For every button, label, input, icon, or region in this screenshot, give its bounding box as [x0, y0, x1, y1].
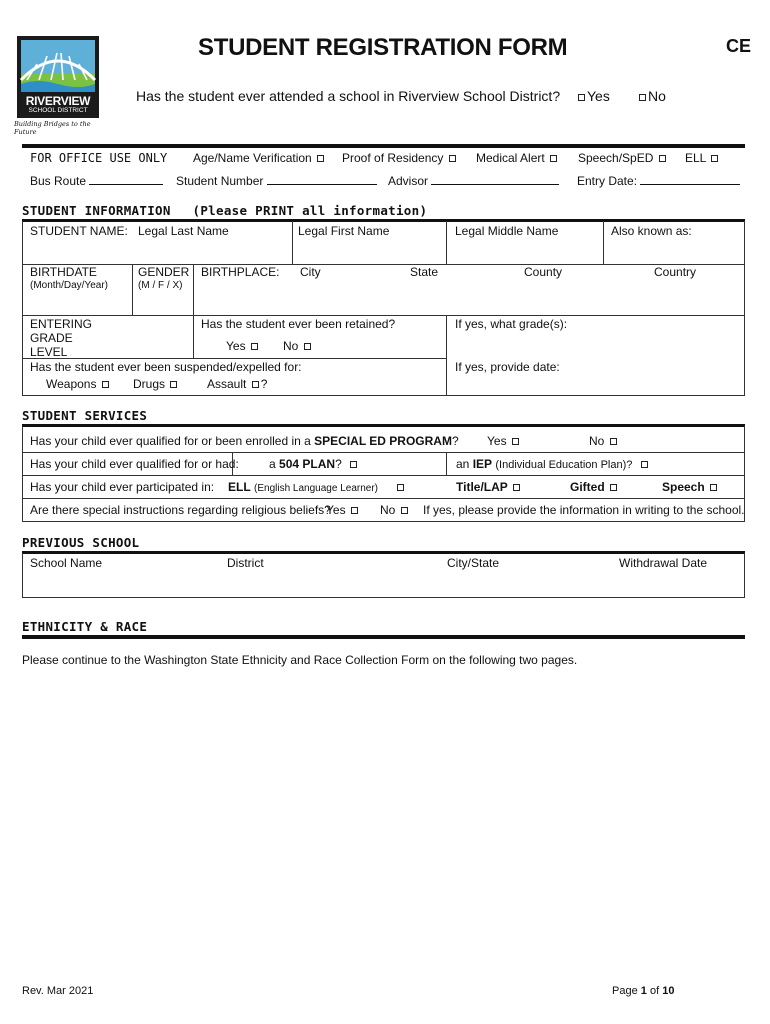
religious-question: Are there special instructions regarding religious beliefs? [30, 503, 331, 517]
entering-grade-field[interactable] [30, 317, 92, 359]
logo-name: RIVERVIEW [25, 94, 91, 108]
checkbox-icon[interactable] [610, 438, 617, 445]
age-name-verification[interactable] [193, 151, 326, 165]
yes-label: Yes [326, 503, 346, 517]
checkbox-icon[interactable] [251, 343, 258, 350]
ell-office[interactable] [685, 151, 720, 165]
qualified-question: Has your child ever qualified for or had: [30, 457, 239, 471]
religious-no-option[interactable] [380, 503, 410, 517]
iep-label: IEP [472, 457, 493, 471]
student-services-heading: STUDENT SERVICES [22, 408, 148, 423]
office-use-label: FOR OFFICE USE ONLY [30, 151, 168, 165]
advisor-field[interactable] [388, 173, 559, 188]
sped-yes-option[interactable] [487, 434, 521, 448]
also-known-as-field[interactable]: Also known as: [611, 224, 692, 238]
legal-last-name-field[interactable]: Legal Last Name [138, 224, 229, 238]
entry-date-label: Entry Date: [577, 174, 638, 188]
speech-option[interactable] [662, 480, 719, 494]
sped-question [30, 434, 459, 448]
student-name-label: STUDENT NAME: [30, 224, 128, 238]
logo-subtitle: SCHOOL DISTRICT [28, 107, 88, 114]
checkbox-icon[interactable] [512, 438, 519, 445]
birthplace-label: BIRTHPLACE: [201, 265, 280, 279]
retained-question: Has the student ever been retained? [201, 317, 396, 331]
sped-question-text: Has your child ever qualified for or been enrolled in a [30, 434, 311, 448]
no-label: No [283, 339, 299, 353]
ethnicity-heading: ETHNICITY & RACE [22, 619, 148, 634]
sped-no-option[interactable] [589, 434, 619, 448]
no-label: No [589, 434, 605, 448]
birth-country-field[interactable]: Country [654, 265, 697, 279]
yes-label: Yes [587, 88, 610, 104]
medical-alert[interactable] [476, 151, 559, 165]
page-label: Page [612, 985, 638, 997]
participated-question: Has your child ever participated in: [30, 480, 215, 494]
title-lap-label: Title/LAP [456, 480, 508, 494]
corner-code: CE [726, 36, 752, 56]
ethnicity-note: Please continue to the Washington State Ethnicity and Race Collection Form on the following two pages. [22, 653, 578, 667]
ell-description: (English Language Learner) [254, 483, 378, 494]
weapons-option[interactable] [46, 377, 111, 391]
checkbox-icon[interactable] [610, 484, 617, 491]
form-title: STUDENT REGISTRATION FORM [198, 34, 568, 61]
suspended-question: Has the student ever been suspended/expelled for: [30, 360, 302, 374]
question-mark: ? [335, 457, 342, 471]
question-mark: ? [451, 434, 459, 448]
birthdate-label: BIRTHDATE [30, 265, 97, 279]
gender-label: GENDER [138, 265, 190, 279]
age-name-label: Age/Name Verification [193, 151, 312, 165]
yes-label: Yes [226, 339, 246, 353]
speech-sped[interactable] [578, 151, 668, 165]
bus-route-field[interactable] [30, 173, 163, 188]
student-info-heading [22, 203, 427, 218]
medical-label: Medical Alert [476, 151, 545, 165]
religious-note: If yes, please provide the information in writing to the school. [423, 503, 745, 517]
checkbox-icon[interactable] [659, 155, 666, 162]
district-logo [17, 36, 99, 118]
retained-no-option[interactable] [283, 339, 313, 353]
revision-date: Rev. Mar 2021 [22, 985, 94, 997]
page-total: 10 [662, 985, 675, 997]
birth-state-field[interactable]: State [410, 265, 439, 279]
checkbox-icon[interactable] [252, 381, 259, 388]
withdrawal-date-field[interactable]: Withdrawal Date [619, 556, 708, 570]
checkbox-icon[interactable] [317, 155, 324, 162]
gifted-label: Gifted [570, 480, 605, 494]
gender-field[interactable] [138, 265, 189, 291]
grade-label: GRADE [30, 331, 73, 345]
legal-first-name-field[interactable]: Legal First Name [298, 224, 390, 238]
checkbox-icon[interactable] [449, 155, 456, 162]
birthdate-field[interactable] [30, 265, 108, 291]
speech-label: Speech/SpED [578, 151, 654, 165]
checkbox-icon[interactable] [102, 381, 109, 388]
ethnicity-rule [22, 635, 745, 639]
plan-504-label: 504 PLAN [279, 457, 336, 471]
birth-city-field[interactable]: City [300, 265, 321, 279]
bus-route-label: Bus Route [30, 174, 87, 188]
gifted-option[interactable] [570, 480, 619, 494]
retained-grade-field[interactable]: If yes, what grade(s): [455, 317, 568, 331]
iep-description: (Individual Education Plan)? [495, 459, 633, 471]
iep-prefix: an [456, 457, 470, 471]
previous-school-name-field[interactable]: School Name [30, 556, 103, 570]
residency-label: Proof of Residency [342, 151, 444, 165]
advisor-label: Advisor [388, 174, 429, 188]
yes-label: Yes [487, 434, 507, 448]
religious-yes-option[interactable] [326, 503, 360, 517]
entry-date-field[interactable] [577, 173, 740, 188]
checkbox-icon[interactable] [639, 94, 646, 101]
previous-district-field[interactable]: District [227, 556, 264, 570]
birth-county-field[interactable]: County [524, 265, 563, 279]
checkbox-icon[interactable] [351, 507, 358, 514]
drugs-label: Drugs [133, 377, 166, 391]
attended-question: Has the student ever attended a school in Riverview School District? [136, 88, 561, 104]
level-label: LEVEL [30, 345, 68, 359]
checkbox-icon[interactable] [170, 381, 177, 388]
birthdate-format: (Month/Day/Year) [30, 280, 108, 291]
weapons-label: Weapons [46, 377, 97, 391]
speech-label: Speech [662, 480, 705, 494]
checkbox-icon[interactable] [304, 343, 311, 350]
page-of: of [649, 985, 660, 997]
plan-prefix: a [269, 457, 276, 471]
sped-program-label: SPECIAL ED PROGRAM [314, 434, 452, 448]
student-info-title: STUDENT INFORMATION [22, 203, 171, 218]
checkbox-icon[interactable] [350, 461, 357, 468]
attended-yes-option[interactable] [576, 88, 610, 104]
legal-middle-name-field[interactable]: Legal Middle Name [455, 224, 559, 238]
assault-label: Assault [207, 377, 247, 391]
entering-label: ENTERING [30, 317, 93, 331]
previous-school-heading: PREVIOUS SCHOOL [22, 535, 140, 550]
checkbox-icon[interactable] [711, 155, 718, 162]
no-label: No [380, 503, 396, 517]
page-number [612, 985, 674, 997]
office-top-rule [22, 144, 745, 148]
drugs-option[interactable] [133, 377, 179, 391]
proof-of-residency[interactable] [342, 151, 458, 165]
ell-label: ELL [685, 151, 706, 165]
ell-label: ELL [228, 480, 251, 494]
print-note: (Please PRINT all information) [192, 203, 428, 218]
iep-option[interactable] [456, 457, 650, 471]
checkbox-icon[interactable] [578, 94, 585, 101]
student-number-field[interactable] [176, 173, 377, 188]
checkbox-icon[interactable] [397, 484, 404, 491]
question-mark: ? [260, 377, 268, 391]
ell-option[interactable] [228, 480, 406, 494]
page-current: 1 [640, 985, 647, 997]
assault-option[interactable] [207, 377, 267, 391]
student-number-label: Student Number [176, 174, 264, 188]
checkbox-icon[interactable] [513, 484, 520, 491]
previous-city-state-field[interactable]: City/State [447, 556, 500, 570]
no-label: No [648, 88, 666, 104]
title-lap-option[interactable] [456, 480, 522, 494]
retained-yes-option[interactable] [226, 339, 260, 353]
checkbox-icon[interactable] [641, 461, 648, 468]
gender-options: (M / F / X) [138, 280, 183, 291]
plan-504-option[interactable] [269, 457, 359, 471]
checkbox-icon[interactable] [710, 484, 717, 491]
attended-no-option[interactable] [637, 88, 666, 104]
checkbox-icon[interactable] [550, 155, 557, 162]
checkbox-icon[interactable] [401, 507, 408, 514]
logo-tagline: Building Bridges to the Future [14, 120, 91, 136]
suspension-date-field[interactable]: If yes, provide date: [455, 360, 560, 374]
